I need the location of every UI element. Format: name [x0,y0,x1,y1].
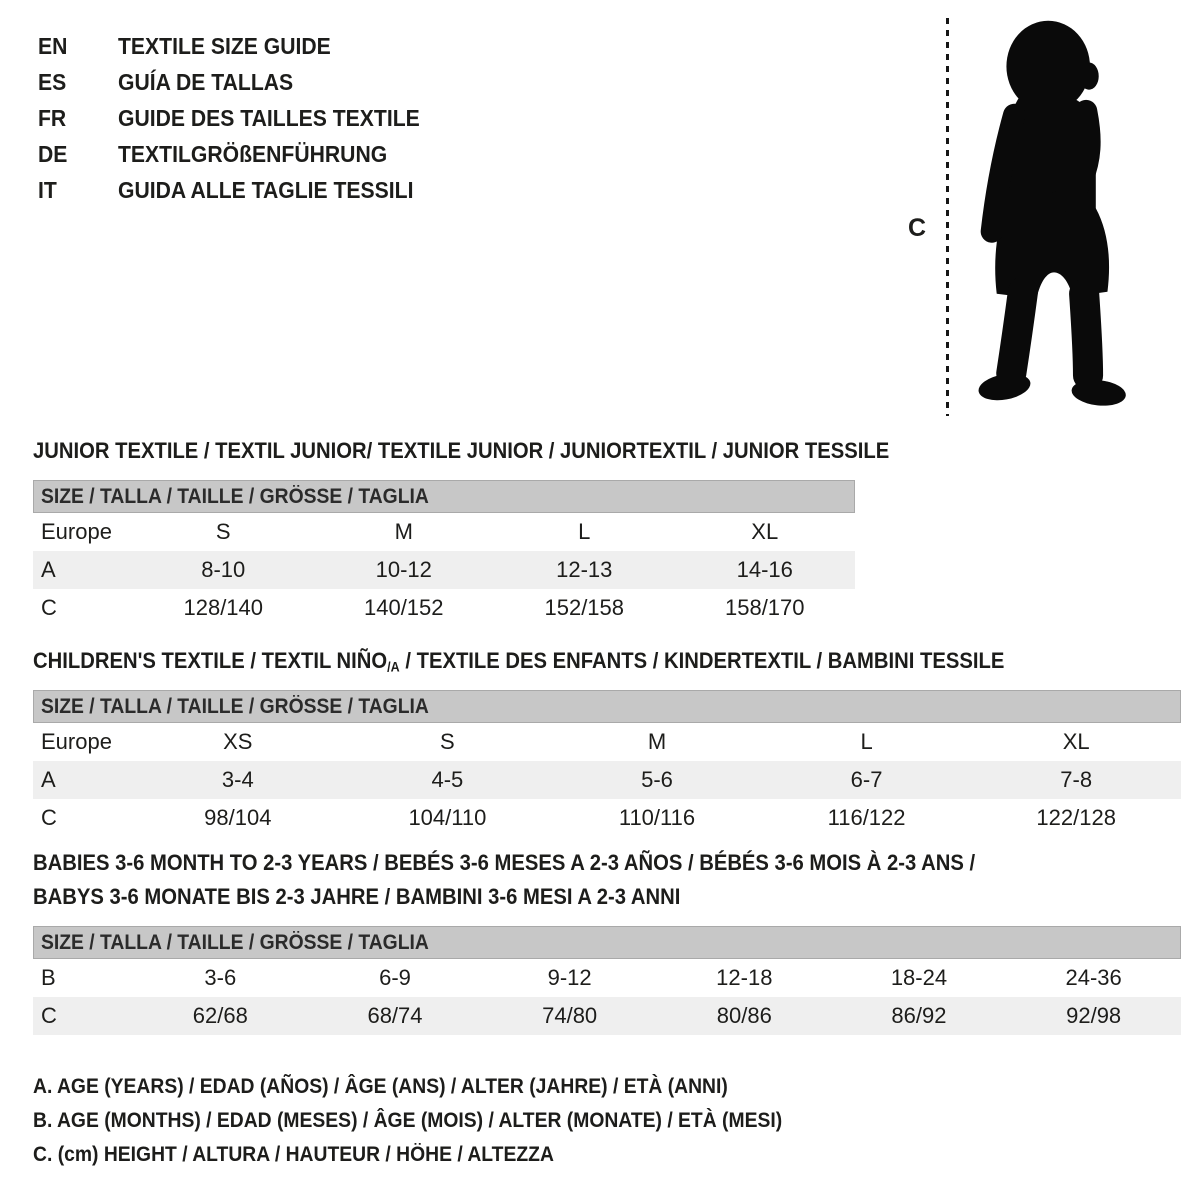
size-table [33,926,1181,1035]
table-row [33,761,1181,799]
table-cell: 62/68 [192,1003,248,1028]
language-title: TEXTILGRÖßENFÜHRUNG [118,140,388,167]
row-label: Europe [41,519,112,544]
section-title-line: BABIES 3-6 MONTH TO 2-3 YEARS / BEBÉS 3-6 MESES A 2-3 AÑOS / BÉBÉS 3-6 MOIS À 2-3 ANS / [33,850,976,875]
table-row [33,551,855,589]
table-cell: 8-10 [201,557,246,582]
table-row [33,959,1181,997]
section-title-line: JUNIOR TEXTILE / TEXTIL JUNIOR/ TEXTILE JUNIOR / JUNIORTEXTIL / JUNIOR TESSILE [33,438,890,463]
size-table [33,480,855,627]
table-cell: XL [1062,729,1090,754]
table-cell: 86/92 [891,1003,947,1028]
row-label: Europe [41,729,112,754]
section-title-line: BABYS 3-6 MONATE BIS 2-3 JAHRE / BAMBINI 3-6 MESI A 2-3 ANNI [33,884,681,909]
language-row [38,136,446,172]
section-title [33,846,1181,914]
footnote-line: C. (cm) HEIGHT / ALTURA / HAUTEUR / HÖHE / ALTEZZA [33,1143,554,1166]
table-cell: 116/122 [827,805,906,830]
language-row [38,100,446,136]
table-cell: 128/140 [183,595,264,620]
table-cell: XL [751,519,779,544]
table-cell: 12-18 [716,965,773,990]
height-measure-label: C [908,214,927,242]
table-row [33,723,1181,761]
table-cell: 152/158 [544,595,625,620]
table-cell: 92/98 [1066,1003,1122,1028]
size-table-header-bar [33,926,1181,959]
section-childrens-textile [33,644,1181,830]
table-cell: S [215,519,231,544]
table-cell: 74/80 [542,1003,598,1028]
table-row [33,589,855,627]
section-junior-textile [33,434,890,620]
table-cell: 18-24 [890,965,948,990]
language-row [38,28,446,64]
table-cell: L [860,729,873,754]
size-table-header-bar [33,480,855,513]
language-code: FR [38,104,67,131]
language-code: EN [38,32,68,59]
table-cell: XS [223,729,253,754]
height-measure-dashed-line [946,18,949,416]
section-title [33,434,890,468]
table-cell: 104/110 [408,805,487,830]
table-cell: 110/116 [618,805,696,830]
language-title: GUIDE DES TAILLES TEXTILE [118,104,420,131]
row-label: C [41,805,57,830]
row-label: A [41,557,56,582]
table-cell: 3-4 [221,767,254,792]
table-cell: 140/152 [363,595,444,620]
language-title: GUÍA DE TALLAS [118,68,294,95]
table-cell: 68/74 [367,1003,423,1028]
language-code: DE [38,140,68,167]
table-cell: 4-5 [431,767,464,792]
section-title-line: CHILDREN'S TEXTILE / TEXTIL $NIÑO_{/A}$ / TEXTILE DES ENFANTS / KINDERTEXTIL / BAMBINI TESSILE [33,648,1005,675]
section-babies-textile [33,846,1181,1028]
row-label: B [41,965,56,990]
size-table-header-bar [33,690,1181,723]
table-cell: 10-12 [375,557,432,582]
table-cell: 7-8 [1060,767,1093,792]
size-table-header-text: SIZE / TALLA / TAILLE / GRÖSSE / TAGLIA [41,694,429,718]
table-cell: 6-9 [379,965,411,990]
table-cell: M [647,729,667,754]
footnote-line: A. AGE (YEARS) / EDAD (AÑOS) / ÂGE (ANS) / ALTER (JAHRE) / ETÀ (ANNI) [33,1075,728,1098]
table-cell: M [394,519,413,544]
language-list [38,28,446,208]
size-table-header-text: SIZE / TALLA / TAILLE / GRÖSSE / TAGLIA [41,930,429,954]
table-cell: 24-36 [1065,965,1122,990]
table-cell: 3-6 [204,965,237,990]
language-code: ES [38,68,67,95]
language-row [38,64,446,100]
table-cell: 98/104 [204,805,272,830]
section-title [33,644,1181,684]
table-cell: 6-7 [850,767,883,792]
table-cell: 14-16 [736,557,793,582]
footnote-line: B. AGE (MONTHS) / EDAD (MESES) / ÂGE (MOIS) / ALTER (MONATE) / ETÀ (MESI) [33,1109,783,1132]
table-cell: S [440,729,455,754]
language-title: TEXTILE SIZE GUIDE [118,32,331,59]
table-cell: L [578,519,591,544]
language-row [38,172,446,208]
table-row [33,997,1181,1035]
row-label: A [41,767,56,792]
table-cell: 80/86 [716,1003,772,1028]
language-title: GUIDA ALLE TAGLIE TESSILI [118,176,414,203]
table-row [33,513,855,551]
table-cell: 122/128 [1036,805,1116,830]
row-label: C [41,1003,57,1028]
size-table-header-text: SIZE / TALLA / TAILLE / GRÖSSE / TAGLIA [41,484,429,508]
footnotes [33,1070,847,1172]
table-cell: 12-13 [556,557,613,582]
table-cell: 9-12 [547,965,592,990]
size-table [33,690,1181,837]
table-cell: 158/170 [724,595,805,620]
table-cell: 5-6 [641,767,673,792]
toddler-silhouette-icon [962,12,1148,420]
table-row [33,799,1181,837]
row-label: C [41,595,57,620]
language-code: IT [38,176,57,203]
